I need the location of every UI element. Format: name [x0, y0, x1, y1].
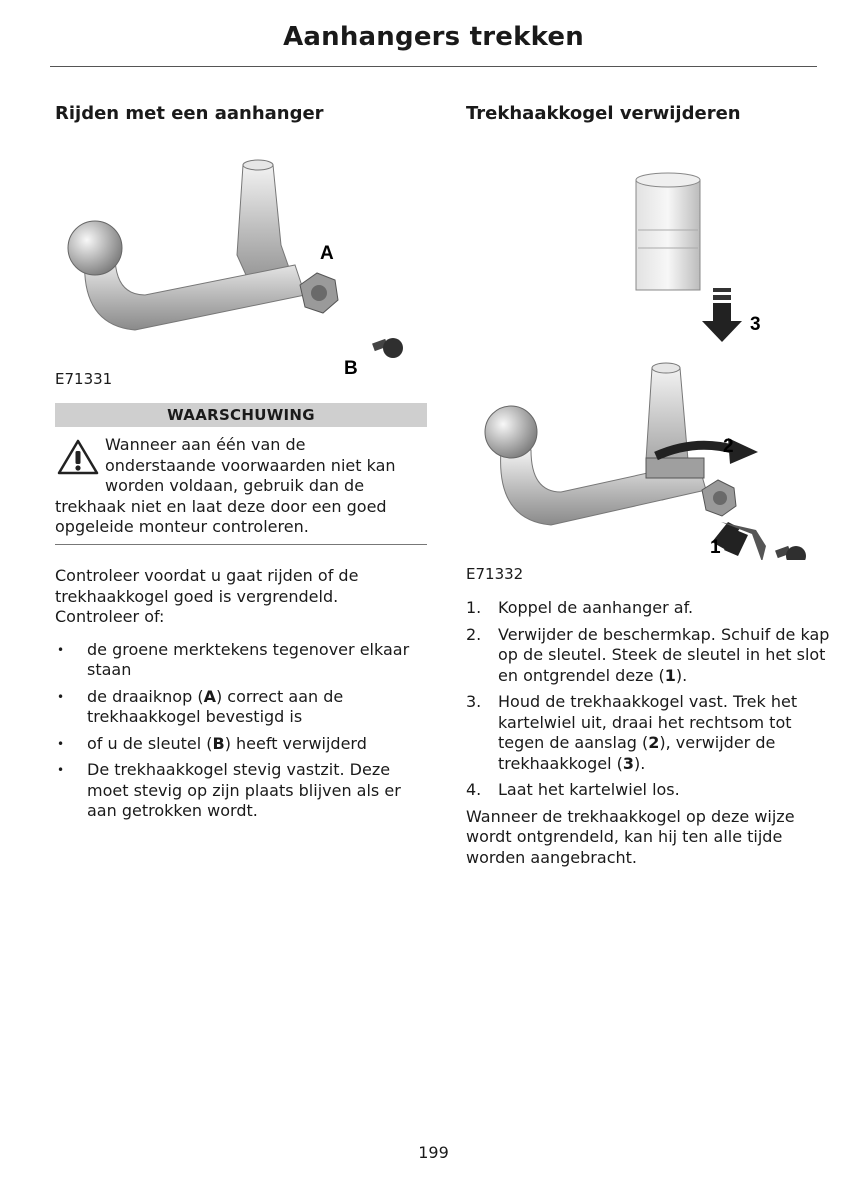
key-ref-3: 3 — [622, 753, 635, 773]
callout-3: 3 — [750, 314, 761, 335]
key-ref-1: 1 — [664, 665, 676, 685]
key-ref-2: 2 — [648, 733, 660, 752]
warning-box — [55, 403, 427, 545]
key-ref-b: B — [212, 733, 225, 753]
arrow-3-icon — [702, 288, 742, 342]
left-column — [55, 100, 427, 820]
key-b-shape — [372, 338, 403, 358]
step-number: 3. — [466, 692, 482, 711]
step-text: ). — [634, 753, 646, 773]
page-number: 199 — [418, 1143, 449, 1162]
callout-a: A — [320, 243, 334, 264]
step-number: 1. — [466, 598, 482, 617]
page-title: Aanhangers trekken — [283, 22, 584, 52]
removal-steps — [466, 598, 836, 801]
list-item-text: de draaiknop ( — [87, 686, 204, 706]
step-text: ). — [675, 665, 688, 685]
protective-cap-shape — [636, 173, 700, 290]
warning-line-1: Wanneer aan één van de — [105, 435, 306, 454]
warning-line-2: onderstaande voorwaarden niet kan — [105, 455, 396, 475]
list-item — [55, 640, 427, 681]
step-number: 4. — [466, 780, 482, 799]
list-item-text: De trekhaakkogel stevig vastzit. Deze moet stevig op zijn plaats blijven als er aan getrokken wordt. — [87, 760, 401, 820]
list-item — [466, 692, 836, 774]
right-column — [466, 100, 836, 867]
tow-hook-illustration — [55, 145, 427, 375]
step-text: Verwijder de beschermkap. Schuif de kap op de sleutel. Steek de sleutel in het slot en ontgrendel deze ( — [498, 624, 830, 685]
list-item — [55, 734, 427, 755]
list-item-text: ) heeft verwijderd — [224, 733, 367, 753]
closing-note: Wanneer de trekhaakkogel op deze wijze wordt ontgrendeld, kan hij ten alle tijde worden aangebracht. — [466, 806, 795, 867]
callout-b: B — [344, 358, 358, 375]
list-item — [466, 625, 836, 687]
check-list — [55, 640, 427, 822]
figure-code-right: E71332 — [466, 565, 524, 583]
warning-line-rest: trekhaak niet en laat deze door een goed opgeleide monteur controleren. — [55, 496, 387, 536]
figure-code-left: E71331 — [55, 370, 113, 388]
warning-body — [55, 427, 427, 545]
step-text: Laat het kartelwiel los. — [498, 780, 680, 799]
step-text: ), verwijder de trekhaakkogel ( — [498, 733, 776, 773]
list-item-text: of u de sleutel ( — [87, 733, 213, 753]
list-item — [466, 598, 836, 619]
list-item — [55, 687, 427, 728]
list-item-text: ) correct aan de trekhaakkogel bevestigd is — [87, 686, 344, 726]
callout-2: 2 — [723, 436, 734, 457]
step-text: Houd de trekhaakkogel vast. Trek het kartelwiel uit, draai het rechtsom tot tegen de aanslag ( — [498, 692, 798, 752]
section-heading-remove-ball: Trekhaakkogel verwijderen — [466, 103, 741, 124]
callout-1: 1 — [710, 537, 721, 558]
list-item — [466, 780, 836, 801]
warning-line-3: worden voldaan, gebruik dan de — [105, 476, 365, 495]
section-heading-driving-with-trailer: Rijden met een aanhanger — [55, 103, 324, 124]
knob-a-shape — [300, 273, 338, 313]
step-text: Koppel de aanhanger af. — [498, 598, 694, 617]
warning-triangle-icon — [57, 439, 99, 475]
title-divider — [50, 66, 817, 67]
warning-heading: WAARSCHUWING — [55, 403, 427, 427]
key-ref-a: A — [203, 686, 216, 706]
key-shape — [775, 546, 806, 560]
list-item — [55, 760, 427, 822]
check-intro: Controleer voordat u gaat rijden of de trekhaakkogel goed is vergrendeld. Controleer of: — [55, 566, 359, 626]
step-number: 2. — [466, 624, 482, 644]
tow-ball-removal-illustration — [466, 170, 836, 560]
list-item-text: de groene merktekens tegenover elkaar staan — [87, 639, 410, 679]
